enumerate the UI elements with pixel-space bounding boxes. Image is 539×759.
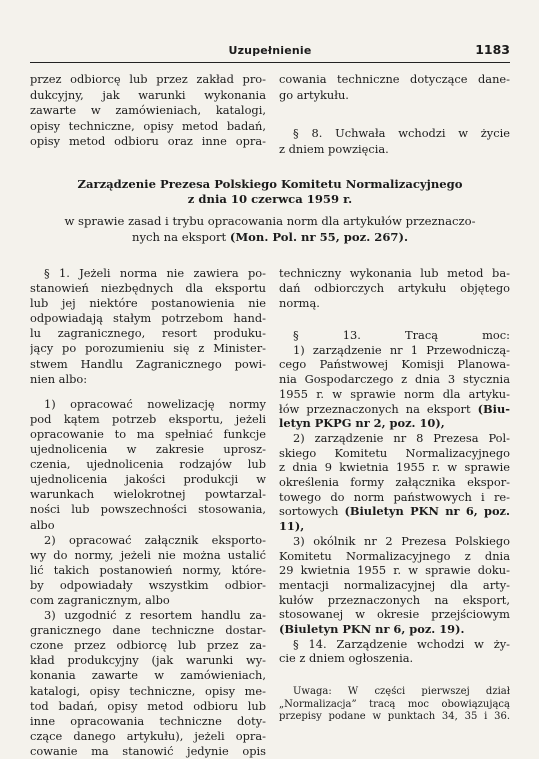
right-intro-line: techniczny wykonania lub metod ba- bbox=[279, 266, 510, 280]
top-right-para-line: z dniem powzięcia. bbox=[279, 141, 389, 156]
top-right-line: cowania techniczne dotyczące dane- bbox=[279, 72, 510, 86]
right-main-line: 11), bbox=[279, 519, 305, 534]
left-column-line: lu zagranicznego, resort produku- bbox=[30, 326, 266, 341]
left-column-line: ujednolicenia w zakresie uprosz- bbox=[30, 442, 266, 457]
left-column-line: albo bbox=[30, 517, 55, 532]
decree-title-line-2: z dnia 10 czerwca 1959 r. bbox=[187, 192, 353, 206]
right-intro-line: dań odbiorczych artykułu objętego bbox=[279, 281, 510, 296]
left-column-line: 3) uzgodnić z resortem handlu za- bbox=[44, 608, 266, 623]
left-column-line: wy do normy, jeżeli nie można ustalić bbox=[30, 547, 266, 562]
left-column-line: warunkach wielokrotnej powtarzal- bbox=[30, 487, 266, 502]
right-intro-column bbox=[279, 266, 510, 311]
left-column-line: stwem Handlu Zagranicznego powi- bbox=[30, 356, 266, 371]
left-column-line: granicznego dane techniczne dostar- bbox=[30, 623, 266, 638]
left-column-line: tod badań, opisy metod odbioru lub bbox=[30, 698, 266, 713]
top-left-line: opisy techniczne, opisy metod badań, bbox=[30, 118, 266, 133]
decree-subject bbox=[30, 214, 510, 245]
right-main-line: Komitetu Normalizacyjnego z dnia bbox=[279, 548, 510, 563]
note-line: „Normalizacja” tracą moc obowiązującą bbox=[279, 698, 510, 710]
left-column-line: czenia, ujednolicenia rodzajów lub bbox=[30, 457, 266, 472]
right-main-line: (Biuletyn PKN nr 6, poz. 19). bbox=[279, 622, 465, 637]
note-line: Uwaga: W części pierwszej dział bbox=[293, 686, 510, 697]
right-main-line: 1) zarządzenie nr 1 Przewodniczą- bbox=[293, 342, 510, 357]
decree-title-line-1: Zarządzenie Prezesa Polskiego Komitetu Normalizacyjnego bbox=[77, 177, 463, 191]
right-main-line: nia Gospodarczego z dnia 3 stycznia bbox=[279, 372, 510, 387]
right-main-line: 29 kwietnia 1955 r. w sprawie doku- bbox=[279, 563, 510, 578]
paragraph-8 bbox=[279, 126, 510, 157]
left-column-line: odpowiadają stałym potrzebom hand- bbox=[30, 311, 266, 326]
top-left-line: zawarte w zamówieniach, katalogi, bbox=[30, 103, 266, 118]
right-main-line: § 14. Zarządzenie wchodzi w ży- bbox=[293, 636, 510, 651]
top-left-line: opisy metod odbioru oraz inne opra- bbox=[30, 134, 266, 149]
decree-subject-line-1: w sprawie zasad i trybu opracowania norm dla artykułów przeznaczo- bbox=[64, 214, 476, 228]
top-right-para-line: § 8. Uchwała wchodzi w życie bbox=[293, 126, 510, 140]
left-column-line: com zagranicznym, albo bbox=[30, 592, 170, 607]
right-main-line: § 13. Tracą moc: bbox=[293, 328, 510, 342]
left-column-line: ujednolicenia jakości produkcji w bbox=[30, 472, 266, 487]
top-right-line: go artykułu. bbox=[279, 87, 349, 102]
right-main-line: łów przeznaczonych na eksport (Biu- bbox=[279, 401, 510, 416]
right-intro-line: normą. bbox=[279, 296, 320, 311]
left-column-line: czone przez odbiorcę lub przez za- bbox=[30, 638, 266, 653]
right-main-line: 3) okólnik nr 2 Prezesa Polskiego bbox=[293, 533, 510, 548]
left-column-line: 1) opracować nowelizację normy bbox=[44, 396, 266, 411]
decree-source: (Mon. Pol. nr 55, poz. 267). bbox=[229, 229, 409, 244]
left-column-line: by odpowiadały wszystkim odbior- bbox=[30, 577, 266, 592]
left-column-line: katalogi, opisy techniczne, opisy me- bbox=[30, 683, 266, 698]
right-main-line: cego Państwowej Komisji Planowa- bbox=[279, 357, 510, 372]
right-main-line: z dnia 9 kwietnia 1955 r. w sprawie bbox=[279, 460, 510, 475]
left-column bbox=[30, 266, 266, 759]
running-header bbox=[30, 44, 510, 63]
top-left-line: dukcyjny, jak warunki wykonania bbox=[30, 87, 266, 102]
top-right-column bbox=[279, 72, 510, 103]
right-main-line: towego do norm państwowych i re- bbox=[279, 489, 510, 504]
right-main-line: 2) zarządzenie nr 8 Prezesa Pol- bbox=[293, 430, 510, 445]
left-column-line: konania zawarte w zamówieniach, bbox=[30, 668, 266, 683]
decree-subject-text: nych na eksport bbox=[131, 229, 230, 244]
top-left-line: przez odbiorcę lub przez zakład pro- bbox=[30, 72, 266, 86]
note-line: przepisy podane w punktach 34, 35 i 36. bbox=[279, 711, 510, 722]
header-title: Uzupełnienie bbox=[228, 44, 312, 57]
left-column-line: lić takich postanowień normy, które- bbox=[30, 562, 266, 577]
left-column-line: czące danego artykułu), jeżeli opra- bbox=[30, 728, 266, 743]
left-column-line: pod kątem potrzeb eksportu, jeżeli bbox=[30, 411, 266, 426]
left-column-line: stanowień niezbędnych dla eksportu bbox=[30, 281, 266, 296]
right-main-line: kułów przeznaczonych na eksport, bbox=[279, 592, 510, 607]
footnote bbox=[279, 686, 510, 724]
right-main-line: 1955 r. w sprawie norm dla artyku- bbox=[279, 386, 510, 401]
left-column-line: ności lub powszechności stosowania, bbox=[30, 502, 266, 517]
left-column-line: 2) opracować załącznik eksporto- bbox=[44, 532, 266, 547]
left-column-line: cowanie ma stanowić jedynie opis bbox=[30, 743, 266, 758]
left-column-line: opracowanie to ma spełniać funkcje bbox=[30, 426, 266, 441]
page-number: 1183 bbox=[475, 42, 510, 57]
right-main-line: stosowanej w okresie przejściowym bbox=[279, 607, 510, 622]
right-main-line: mentacji normalizacyjnej dla arty- bbox=[279, 577, 510, 592]
left-column-line: inne opracowania techniczne doty- bbox=[30, 713, 266, 728]
left-column-line: § 1. Jeżeli norma nie zawiera po- bbox=[44, 266, 266, 280]
decree-title bbox=[30, 177, 510, 207]
decree-subject-line-2 bbox=[30, 230, 510, 246]
right-main-line: letyn PKPG nr 2, poz. 10), bbox=[279, 416, 445, 431]
left-column-line: nien albo: bbox=[30, 371, 88, 386]
right-column bbox=[279, 328, 510, 666]
right-main-line: skiego Komitetu Normalizacyjnego bbox=[279, 445, 510, 460]
left-column-line: kład produkcyjny (jak warunki wy- bbox=[30, 653, 266, 668]
left-column-line: jący po porozumieniu się z Minister- bbox=[30, 341, 266, 356]
top-left-column bbox=[30, 72, 266, 150]
right-main-line: sortowych (Biuletyn PKN nr 6, poz. bbox=[279, 504, 510, 519]
right-main-line: cie z dniem ogłoszenia. bbox=[279, 651, 414, 666]
left-column-line: lub jej niektóre postanowienia nie bbox=[30, 296, 266, 311]
right-main-line: określenia formy załącznika ekspor- bbox=[279, 475, 510, 490]
